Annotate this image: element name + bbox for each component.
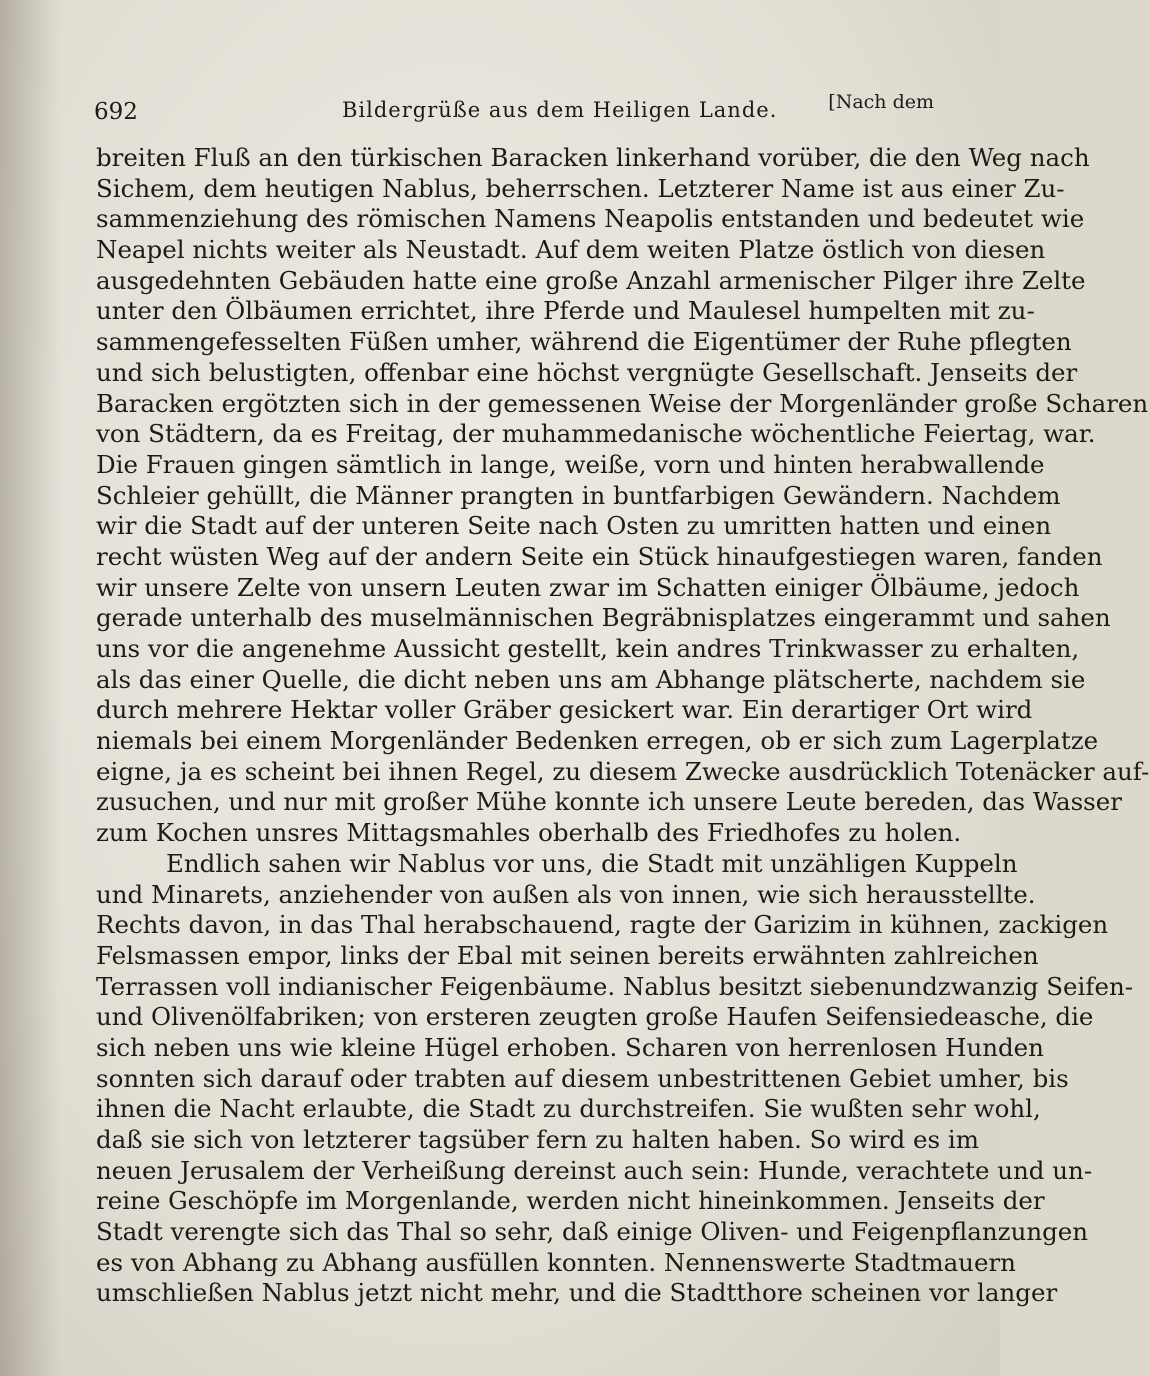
- running-head-catchword: [Nach dem: [828, 91, 934, 113]
- text-line: Schleier gehüllt, die Männer prangten in buntfarbigen Gewändern. Nachdem: [96, 480, 1061, 510]
- text-line: umschließen Nablus jetzt nicht mehr, und die Stadtthore scheinen vor langer: [96, 1278, 1058, 1308]
- text-line: neuen Jerusalem der Verheißung dereinst auch sein: Hunde, verachtete und un-: [96, 1155, 1093, 1185]
- paragraph-start-line: Endlich sahen wir Nablus vor uns, die Stadt mit unzähligen Kuppeln: [166, 848, 1018, 878]
- text-line: und Minarets, anziehender von außen als von innen, wie sich herausstellte.: [96, 879, 1036, 909]
- text-line: Stadt verengte sich das Thal so sehr, daß einige Oliven- und Feigenpflanzungen: [96, 1217, 1089, 1247]
- text-line: wir unsere Zelte von unsern Leuten zwar im Schatten einiger Ölbäume, jedoch: [96, 572, 1080, 602]
- page-number: 692: [94, 99, 138, 125]
- text-line: Rechts davon, in das Thal herabschauend, ragte der Garizim in kühnen, zackigen: [96, 910, 1109, 940]
- body-text: [96, 143, 1149, 1309]
- text-line: als das einer Quelle, die dicht neben uns am Abhange plätscherte, nachdem sie: [96, 664, 1086, 694]
- running-title: Bildergrüße aus dem Heiligen Lande.: [342, 98, 778, 122]
- text-line: Terrassen voll indianischer Feigenbäume. Nablus besitzt siebenundzwanzig Seifen-: [96, 971, 1134, 1001]
- text-line: uns vor die angenehme Aussicht gestellt, kein andres Trinkwasser zu erhalten,: [96, 634, 1080, 663]
- text-line: gerade unterhalb des muselmännischen Begräbnisplatzes eingerammt und sahen: [96, 603, 1111, 633]
- text-line: sammenziehung des römischen Namens Neapolis entstanden und bedeutet wie: [96, 204, 1085, 234]
- text-line: und sich belustigten, offenbar eine höchst vergnügte Gesellschaft. Jenseits der: [96, 357, 1078, 387]
- paragraph-end-line: zum Kochen unsres Mittagsmahles oberhalb des Friedhofes zu holen.: [96, 818, 962, 848]
- text-line: daß sie sich von letzterer tagsüber fern zu halten haben. So wird es im: [96, 1125, 979, 1154]
- text-line: recht wüsten Weg auf der andern Seite ein Stück hinaufgestiegen waren, fanden: [96, 541, 1103, 571]
- text-line: breiten Fluß an den türkischen Baracken linkerhand vorüber, die den Weg nach: [96, 143, 1090, 172]
- text-line: niemals bei einem Morgenländer Bedenken erregen, ob er sich zum Lagerplatze: [96, 726, 1099, 756]
- text-line: sonnten sich darauf oder trabten auf diesem unbestrittenen Gebiet umher, bis: [96, 1063, 1069, 1093]
- text-line: von Städtern, da es Freitag, der muhammedanische wöchentliche Feiertag, war.: [96, 419, 1096, 449]
- text-line: ausgedehnten Gebäuden hatte eine große Anzahl armenischer Pilger ihre Zelte: [96, 265, 1086, 295]
- text-line: wir die Stadt auf der unteren Seite nach Osten zu umritten hatten und einen: [96, 511, 1052, 541]
- text-line: Felsmassen empor, links der Ebal mit seinen bereits erwähnten zahlreichen: [96, 940, 1039, 970]
- text-line: sich neben uns wie kleine Hügel erhoben. Scharen von herrenlosen Hunden: [96, 1032, 1044, 1062]
- text-line: Baracken ergötzten sich in der gemessenen Weise der Morgenländer große Scharen: [96, 388, 1149, 418]
- text-line: zusuchen, und nur mit großer Mühe konnte ich unsere Leute bereden, das Wasser: [96, 787, 1122, 817]
- text-line: sammengefesselten Füßen umher, während die Eigentümer der Ruhe pflegten: [96, 327, 1072, 357]
- text-line: ihnen die Nacht erlaubte, die Stadt zu durchstreifen. Sie wußten sehr wohl,: [96, 1094, 1041, 1124]
- text-line: Die Frauen gingen sämtlich in lange, weiße, vorn und hinten herabwallende: [96, 449, 1045, 479]
- text-line: es von Abhang zu Abhang ausfüllen konnten. Nennenswerte Stadtmauern: [96, 1247, 1016, 1277]
- text-line: und Olivenölfabriken; von ersteren zeugten große Haufen Seifensiedeasche, die: [96, 1002, 1094, 1032]
- text-line: Neapel nichts weiter als Neustadt. Auf dem weiten Platze östlich von diesen: [96, 235, 1046, 265]
- text-line: unter den Ölbäumen errichtet, ihre Pferde und Maulesel humpelten mit zu-: [96, 296, 1035, 326]
- text-line: eigne, ja es scheint bei ihnen Regel, zu diesem Zwecke ausdrücklich Totenäcker auf-: [96, 756, 1149, 786]
- text-line: durch mehrere Hektar voller Gräber gesickert war. Ein derartiger Ort wird: [96, 695, 1033, 725]
- text-line: Sichem, dem heutigen Nablus, beherrschen. Letzterer Name ist aus einer Zu-: [96, 173, 1065, 203]
- text-line: reine Geschöpfe im Morgenlande, werden nicht hineinkommen. Jenseits der: [96, 1186, 1045, 1216]
- page-header: [92, 88, 938, 128]
